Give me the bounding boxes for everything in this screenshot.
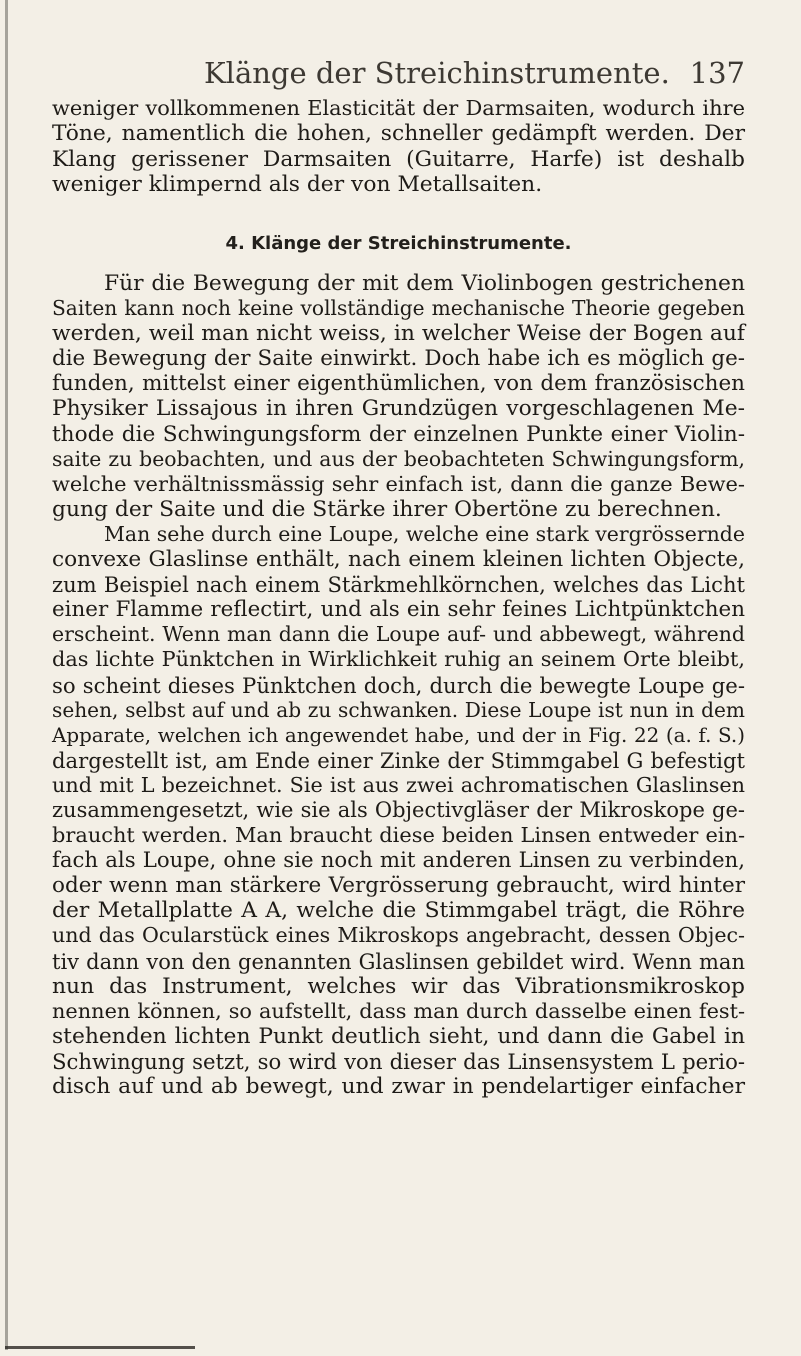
text-line: nun das Instrument, welches wir das Vibrationsmikroskop: [52, 973, 745, 999]
text-line: Saiten kann noch keine vollständige mechanische Theorie gegeben: [52, 296, 745, 321]
text-line: werden, weil man nicht weiss, in welcher Weise der Bogen auf: [52, 321, 745, 347]
text-line: convexe Glaslinse enthält, nach einem kleinen lichten Objecte,: [52, 547, 745, 573]
text-line: einer Flamme reflectirt, und als ein sehr feines Lichtpünktchen: [52, 597, 745, 623]
page-corner-edge: [5, 1346, 195, 1349]
text-line: saite zu beobachten, und aus der beobachteten Schwingungsform,: [52, 446, 745, 471]
text-line: und mit L bezeichnet. Sie ist aus zwei achromatischen Glaslinsen: [52, 772, 745, 797]
text-line: tiv dann von den genannten Glaslinsen gebildet wird. Wenn man: [52, 948, 745, 974]
text-line: Physiker Lissajous in ihren Grundzügen vorgeschlagenen Me-: [52, 396, 745, 422]
text-line: zusammengesetzt, wie sie als Objectivgläser der Mikroskope ge-: [52, 797, 745, 822]
text-line: Töne, namentlich die hohen, schneller gedämpft werden. Der: [52, 121, 745, 147]
text-line: dargestellt ist, am Ende einer Zinke der Stimmgabel G befestigt: [52, 747, 745, 773]
section-heading: 4. Klänge der Streichinstrumente.: [225, 233, 572, 254]
running-head: [52, 55, 745, 95]
text-line: und das Ocularstück eines Mikroskops angebracht, dessen Objec-: [52, 923, 745, 948]
text-line: nennen können, so aufstellt, dass man durch dasselbe einen fest-: [52, 998, 745, 1023]
text-line: funden, mittelst einer eigenthümlichen, von dem französischen: [52, 371, 745, 397]
text-line: sehen, selbst auf und ab zu schwanken. Diese Loupe ist nun in dem: [52, 697, 745, 722]
text-line: Apparate, welchen ich angewendet habe, und der in Fig. 22 (a. f. S.): [52, 723, 745, 747]
text-line: erscheint. Wenn man dann die Loupe auf- und abbewegt, während: [52, 622, 745, 647]
text-line: weniger vollkommenen Elasticität der Darmsaiten, wodurch ihre: [52, 96, 745, 120]
text-line: das lichte Pünktchen in Wirklichkeit ruhig an seinem Orte bleibt,: [52, 647, 745, 672]
page-edge-shadow: [5, 0, 8, 1350]
running-head-title: Klänge der Streichinstrumente.: [204, 56, 670, 90]
text-line: oder wenn man stärkere Vergrösserung gebraucht, wird hinter: [52, 873, 745, 899]
text-line: stehenden lichten Punkt deutlich sieht, und dann die Gabel in: [52, 1023, 745, 1049]
text-line: die Bewegung der Saite einwirkt. Doch habe ich es möglich ge-: [52, 346, 745, 372]
text-line: zum Beispiel nach einem Stärkmehlkörnchen, welches das Licht: [52, 572, 745, 598]
text-line: Man sehe durch eine Loupe, welche eine stark vergrössernde: [104, 521, 745, 546]
text-line: braucht werden. Man braucht diese beiden Linsen entweder ein-: [52, 823, 745, 848]
text-line: thode die Schwingungsform der einzelnen Punkte einer Violin-: [52, 421, 745, 447]
text-line: Schwingung setzt, so wird von dieser das Linsensystem L perio-: [52, 1048, 745, 1074]
body-text: [52, 271, 745, 1099]
page-number: 137: [689, 56, 745, 90]
text-line: so scheint dieses Pünktchen doch, durch die bewegte Loupe ge-: [52, 672, 745, 698]
text-line: Für die Bewegung der mit dem Violinbogen gestrichenen: [104, 271, 745, 296]
text-line: gung der Saite und die Stärke ihrer Obertöne zu berechnen.: [52, 496, 722, 522]
text-line: fach als Loupe, ohne sie noch mit anderen Linsen zu verbinden,: [52, 848, 745, 874]
text-line: weniger klimpernd als der von Metallsaiten.: [52, 171, 543, 197]
paragraph-continued: [52, 96, 745, 197]
text-line: der Metallplatte A A, welche die Stimmgabel trägt, die Röhre: [52, 898, 745, 924]
text-line: Klang gerissener Darmsaiten (Guitarre, Harfe) ist deshalb: [52, 146, 745, 172]
text-line: disch auf und ab bewegt, und zwar in pendelartiger einfacher: [52, 1074, 745, 1099]
text-line: welche verhältnissmässig sehr einfach ist, dann die ganze Bewe-: [52, 471, 745, 496]
